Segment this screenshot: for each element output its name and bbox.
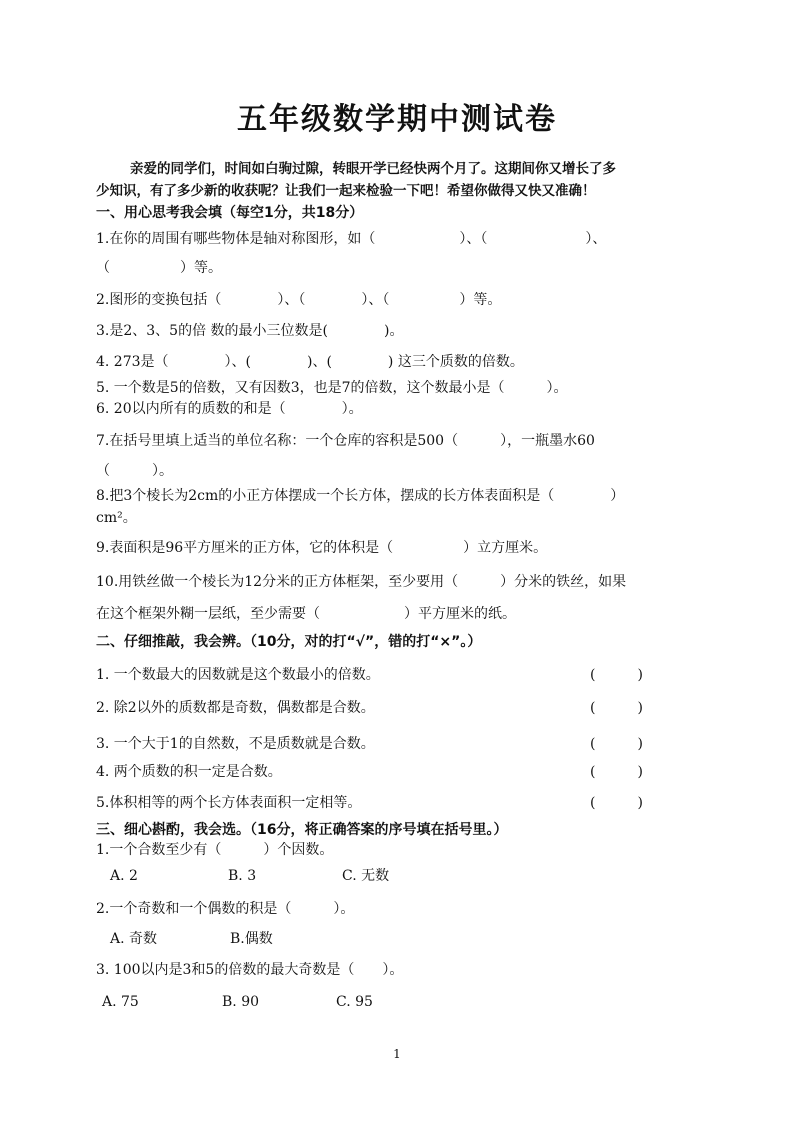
- s1-question-8-line-1: 8.把3个棱长为2cm的小正方体摆成一个长方体，摆成的长方体表面积是（ ）: [96, 488, 625, 504]
- s1-question-8-line-2: cm²。: [96, 510, 137, 526]
- s2-answer-bracket-1[interactable]: ( ): [590, 667, 643, 683]
- s1-question-1-line-1: 1.在你的周围有哪些物体是轴对称图形，如（ ）、（ ）、: [96, 231, 607, 247]
- page-number: 1: [393, 1047, 401, 1061]
- section3-heading: 三、细心斟酌，我会选。（16分，将正确答案的序号填在括号里。）: [96, 822, 508, 838]
- s1-question-2: 2.图形的变换包括（ ）、（ ）、（ ）等。: [96, 292, 502, 308]
- s2-answer-bracket-5[interactable]: ( ): [590, 795, 643, 811]
- s1-question-7-line-1: 7.在括号里填上适当的单位名称：一个仓库的容积是500（ ），一瓶墨水60: [96, 433, 595, 449]
- s2-item-1: 1. 一个数最大的因数就是这个数最小的倍数。: [96, 667, 380, 683]
- s3-question-1: 1.一个合数至少有（ ）个因数。: [96, 842, 334, 858]
- s1-question-9: 9.表面积是96平方厘米的正方体，它的体积是（ ）立方厘米。: [96, 540, 548, 556]
- s2-item-3: 3. 一个大于1的自然数，不是质数就是合数。: [96, 736, 375, 752]
- s2-answer-bracket-4[interactable]: ( ): [590, 764, 643, 780]
- s1-question-7-line-2: （ ）。: [96, 463, 173, 479]
- s1-question-6: 6. 20以内所有的质数的和是（ ）。: [96, 401, 363, 417]
- s3-q1-option-b: B. 3: [228, 868, 257, 884]
- s3-q3-option-b: B. 90: [222, 994, 260, 1010]
- s2-item-5: 5.体积相等的两个长方体表面积一定相等。: [96, 795, 362, 811]
- s2-item-4: 4. 两个质数的积一定是合数。: [96, 764, 282, 780]
- s1-question-10-line-2: 在这个框架外糊一层纸，至少需要（ ）平方厘米的纸。: [96, 606, 516, 622]
- s1-question-10-line-1: 10.用铁丝做一个棱长为12分米的正方体框架，至少要用（ ）分米的铁丝，如果: [96, 574, 627, 590]
- s3-q2-option-a: A. 奇数: [110, 931, 158, 947]
- s2-answer-bracket-2[interactable]: ( ): [590, 700, 643, 716]
- s2-answer-bracket-3[interactable]: ( ): [590, 736, 643, 752]
- s3-q2-option-b: B.偶数: [230, 931, 273, 947]
- s1-question-1-line-2: （ ）等。: [96, 260, 222, 276]
- section1-heading: 一、用心思考我会填（每空1分，共18分）: [96, 205, 364, 221]
- intro-line-1: 亲爱的同学们，时间如白驹过隙，转眼开学已经快两个月了。这期间你又增长了多: [130, 161, 616, 177]
- s3-q3-option-c: C. 95: [336, 994, 373, 1010]
- s1-question-4: 4. 273是（ ）、( )、( ) 这三个质数的倍数。: [96, 354, 524, 370]
- exam-title: 五年级数学期中测试卷: [237, 102, 557, 137]
- s3-q1-option-c: C. 无数: [342, 868, 390, 884]
- section2-heading: 二、仔细推敲，我会辨。（10分，对的打“√”，错的打“×”。）: [96, 634, 482, 650]
- s3-question-2: 2.一个奇数和一个偶数的积是（ ）。: [96, 901, 355, 917]
- s2-item-2: 2. 除2以外的质数都是奇数，偶数都是合数。: [96, 700, 375, 716]
- intro-line-2: 少知识，有了多少新的收获呢？让我们一起来检验一下吧！希望你做得又快又准确！: [96, 183, 596, 199]
- s3-question-3: 3. 100以内是3和5的倍数的最大奇数是（ ）。: [96, 962, 404, 978]
- s3-q1-option-a: A. 2: [110, 868, 138, 884]
- s1-question-5: 5. 一个数是5的倍数，又有因数3，也是7的倍数，这个数最小是（ ）。: [96, 380, 568, 396]
- s3-q3-option-a: A. 75: [102, 994, 139, 1010]
- s1-question-3: 3.是2、3、5的倍 数的最小三位数是( )。: [96, 323, 404, 339]
